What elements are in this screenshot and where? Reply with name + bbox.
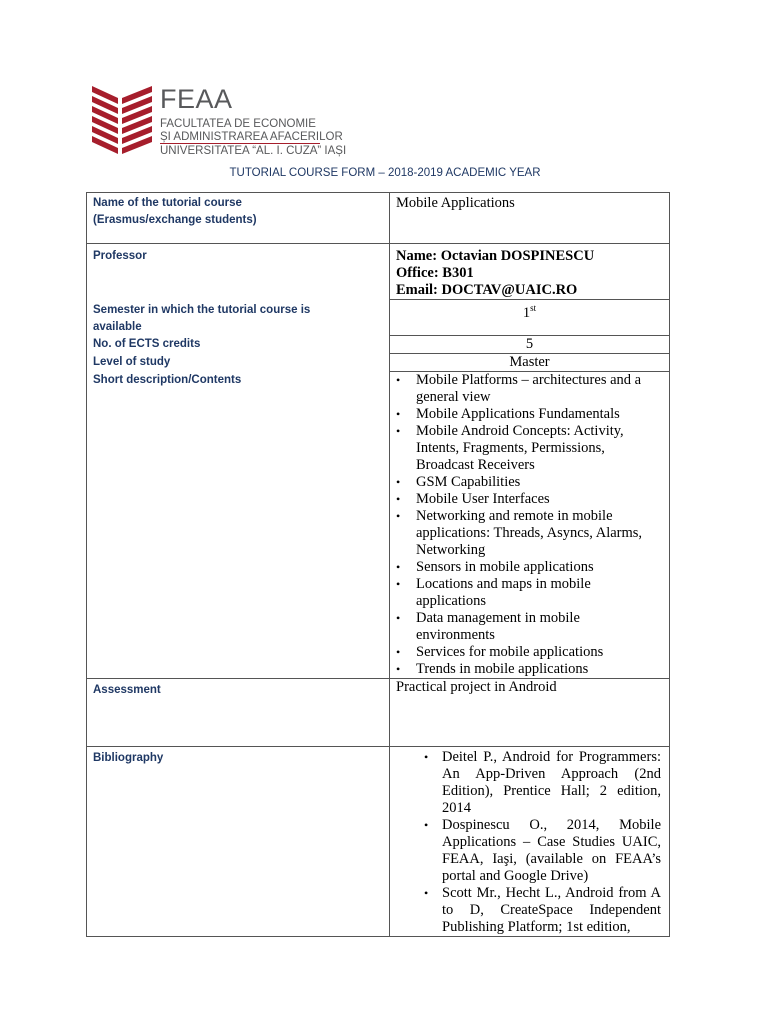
- assessment-row: [87, 679, 670, 747]
- contents-list-item: • Sensors in mobile applications: [396, 559, 649, 576]
- professor-name: Name: Octavian DOSPINESCU: [396, 248, 595, 264]
- faculty-logo: [92, 84, 347, 157]
- professor-email: Email: DOCTAV@UAIC.RO: [396, 282, 578, 298]
- contents-list-item: • Mobile Android Concepts: Activity, Intents, Fragments, Permissions, Broadcast Receivers: [396, 423, 649, 474]
- contents-list-item: • Data management in mobile environments: [396, 610, 649, 644]
- assessment-value: Practical project in Android: [390, 679, 670, 747]
- level-label: Level of study: [93, 355, 171, 368]
- course-name-value: Mobile Applications: [390, 193, 670, 244]
- logo-line-3: UNIVERSITATEA “AL. I. CUZA” IAȘI: [160, 145, 347, 157]
- logo-line-1: FACULTATEA DE ECONOMIE: [160, 118, 316, 130]
- course-form-table: [86, 192, 670, 937]
- contents-list-item: • Locations and maps in mobile applications: [396, 576, 649, 610]
- course-name-label-line1: Name of the tutorial course: [93, 197, 242, 209]
- contents-row: [87, 372, 670, 679]
- contents-value: [390, 372, 670, 679]
- ects-value: 5: [390, 336, 670, 354]
- semester-value: [390, 300, 670, 336]
- contents-label: Short description/Contents: [93, 373, 242, 386]
- professor-label: Professor: [87, 244, 390, 300]
- level-value: Master: [390, 354, 670, 372]
- semester-row: [87, 300, 670, 336]
- contents-list-item: • Mobile Applications Fundamentals: [396, 406, 649, 423]
- contents-list-item: • Mobile Platforms – architectures and a general view: [396, 372, 649, 406]
- ects-label: No. of ECTS credits: [93, 337, 201, 350]
- bibliography-value: [390, 747, 670, 937]
- level-row: [87, 354, 670, 372]
- feaa-emblem-icon: [92, 86, 154, 154]
- form-title: TUTORIAL COURSE FORM – 2018-2019 ACADEMIC YEAR: [229, 167, 541, 179]
- bibliography-list-item: • Scott Mr., Hecht L., Android from A to D, CreateSpace Independent Publishing Platform; 1st edition,: [396, 885, 661, 936]
- bibliography-list: [396, 749, 661, 936]
- professor-value: [390, 244, 670, 300]
- professor-row: [87, 244, 670, 300]
- professor-office: Office: B301: [396, 265, 474, 281]
- semester-suffix: st: [530, 303, 537, 313]
- bibliography-list-item: • Dospinescu O., 2014, Mobile Applications – Case Studies UAIC, FEAA, Iaşi, (available on FEAA’s portal and Google Drive): [396, 817, 661, 885]
- logo-divider: [160, 143, 320, 144]
- semester-number: 1: [522, 304, 531, 321]
- contents-list-item: • Trends in mobile applications: [396, 661, 649, 678]
- contents-list-item: • Mobile User Interfaces: [396, 491, 649, 508]
- logo-acronym: FEAA: [160, 84, 233, 114]
- contents-list: [396, 372, 649, 678]
- contents-list-item: • GSM Capabilities: [396, 474, 649, 491]
- course-name-row: [87, 193, 670, 244]
- assessment-label: Assessment: [87, 679, 390, 747]
- ects-row: [87, 336, 670, 354]
- contents-list-item: • Services for mobile applications: [396, 644, 649, 661]
- bibliography-row: [87, 747, 670, 937]
- semester-label-line1: Semester in which the tutorial course is: [93, 303, 311, 316]
- semester-label: [87, 300, 390, 336]
- course-name-label: [87, 193, 390, 244]
- semester-label-line2: available: [93, 320, 142, 333]
- course-name-label-line2: (Erasmus/exchange students): [93, 214, 257, 226]
- bibliography-list-item: • Deitel P., Android for Programmers: An App-Driven Approach (2nd Edition), Prentice Hall; 2 edition, 2014: [396, 749, 661, 817]
- contents-list-item: • Networking and remote in mobile applications: Threads, Asyncs, Alarms, Networking: [396, 508, 649, 559]
- logo-line-2: ȘI ADMINISTRAREA AFACERILOR: [160, 131, 343, 143]
- bibliography-label: Bibliography: [87, 747, 390, 937]
